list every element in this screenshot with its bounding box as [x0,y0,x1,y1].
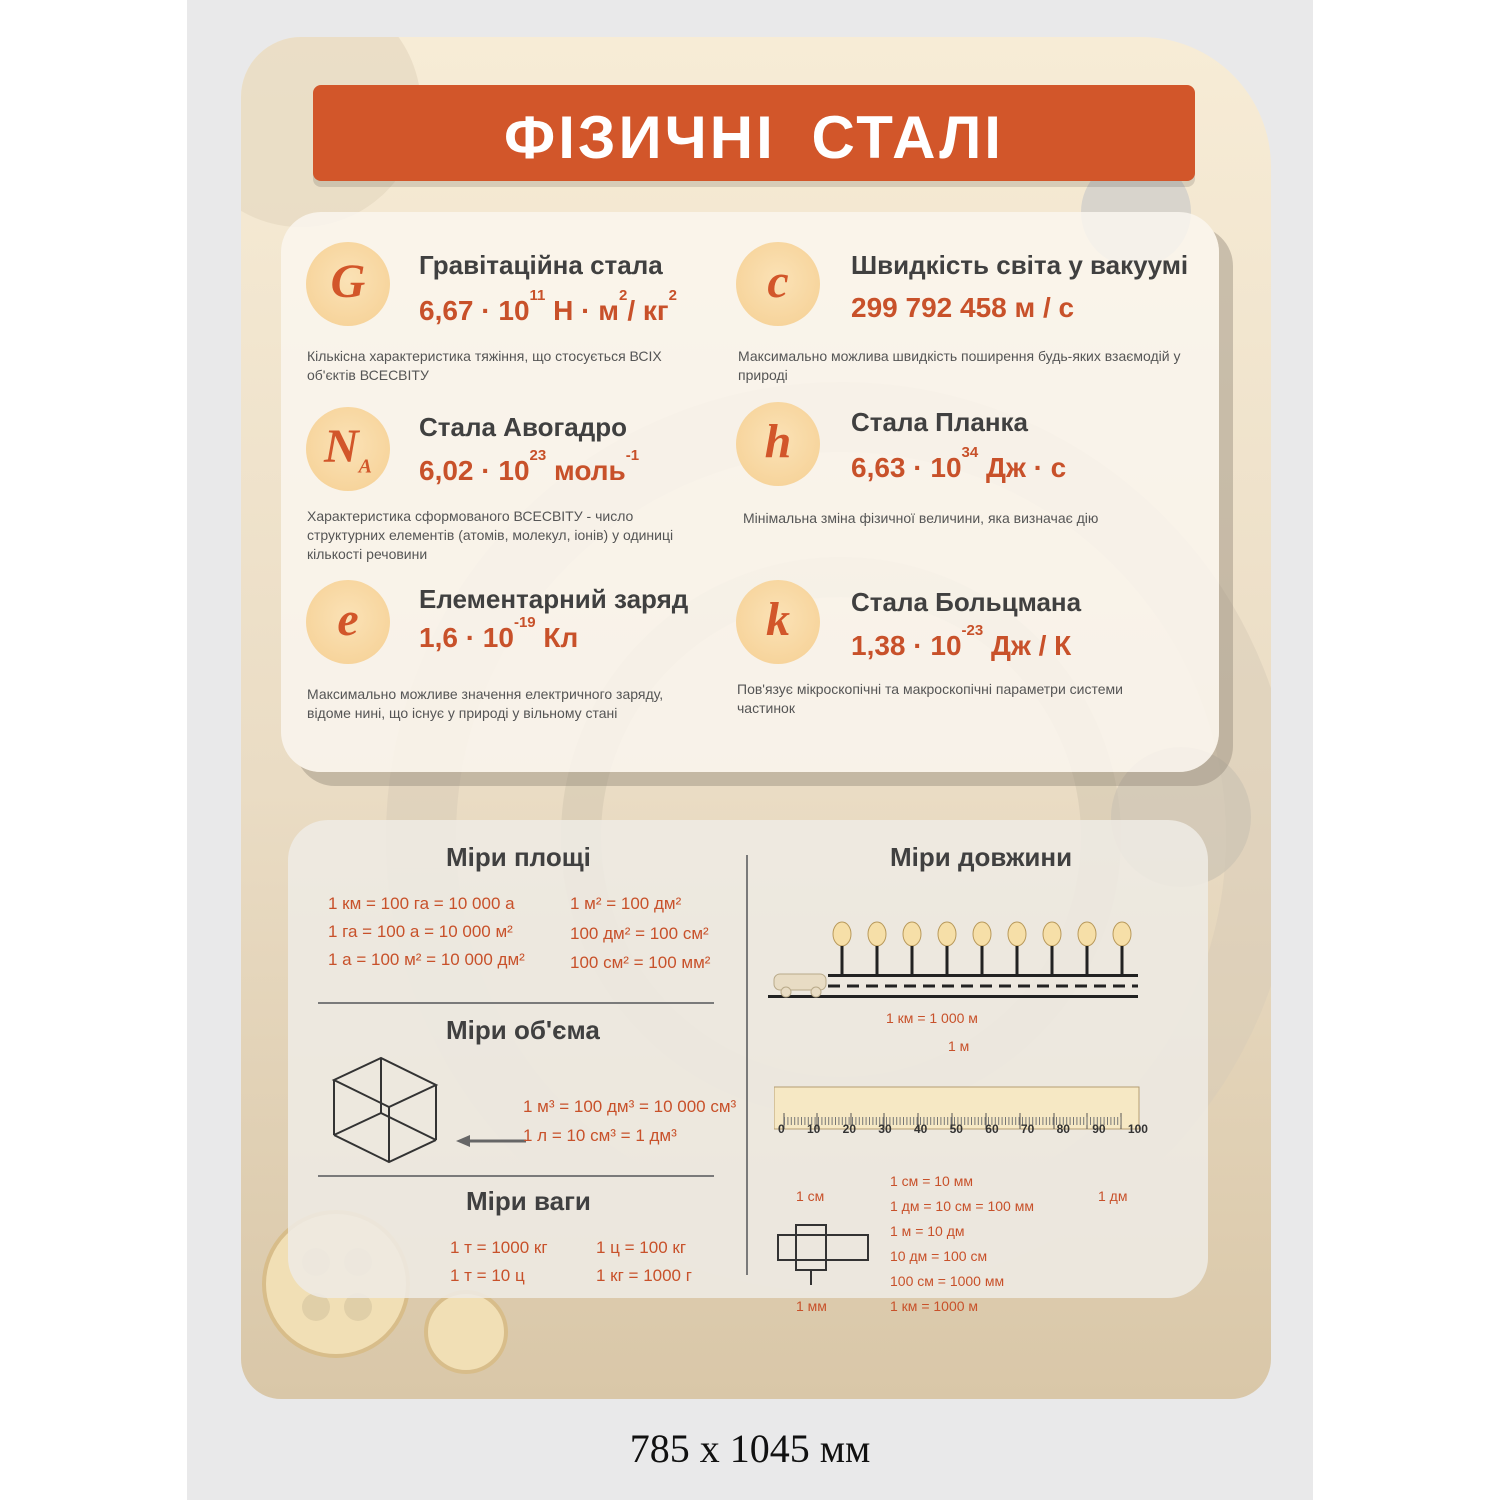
cube-icon [326,1050,446,1170]
constant-value: 299 792 458 м / с [851,292,1075,323]
area-title: Міри площі [446,842,591,872]
constant-description: Пов'язує мікроскопічні та макроскопічні параметри системи частинок [737,681,1123,716]
constants-card [281,212,1219,772]
constant-name: Швидкість світа у вакуумі [851,250,1189,280]
length-equation: 1 дм = 10 см = 100 мм [890,1198,1034,1214]
volume-equation: 1 м³ = 100 дм³ = 10 000 см³ [523,1097,737,1116]
constant-name: Елементарний заряд [419,584,689,614]
ruler-tick-labels: 0 10 20 30 40 50 60 70 80 90 100 [778,1122,1148,1136]
avogadro-symbol: $N_A$ [306,407,390,491]
area-equation: 1 га = 100 а = 10 000 м² [328,922,513,941]
constant-value: $6,67 \cdot 10^{11}$ $Н \cdot м^2/$ $кг^2$ [419,287,677,326]
dm-label: 1 дм [1098,1188,1128,1204]
poster [241,37,1271,1399]
weight-equation: 1 т = 1000 кг [450,1238,548,1257]
area-equation: 1 а = 100 м² = 10 000 дм² [328,950,525,969]
length-equation: 100 см = 1000 мм [890,1273,1005,1289]
weight-equation: 1 кг = 1000 г [596,1266,692,1285]
boltzmann-symbol: k [736,580,820,664]
caliper-icon [776,1215,876,1290]
dimensions-caption: 785 х 1045 мм [629,1426,871,1471]
volume-title: Міри об'єма [446,1015,600,1045]
title-bar [313,85,1195,181]
constant-description: Максимально можлива швидкість поширення будь-яких взаємодій у природі [738,348,1181,383]
length-equation: 1 км = 1000 м [890,1298,979,1314]
constant-name: Стала Планка [851,407,1029,437]
constant-value: $6,02 \cdot 10^{23}$ моль$^{-1}$ [419,447,640,486]
weight-equation: 1 ц = 100 кг [596,1238,687,1257]
constant-description: Кількісна характеристика тяжіння, що стосується ВСІХ об'єктів ВСЕСВІТУ [307,348,662,383]
constant-description: Характеристика сформованого ВСЕСВІТУ - число структурних елементів (атомів, молекул, іонів) у одиниці кількості речовини [307,508,674,562]
area-equation: 1 м² = 100 дм² [570,894,682,913]
constant-value: $1,38 \cdot 10^{-23}$ Дж / К [851,622,1072,661]
constant-name: Стала Больцмана [851,587,1082,617]
measures-card [288,820,1208,1314]
charge-symbol: e [306,580,390,664]
divider [318,1002,714,1004]
weight-title: Міри ваги [466,1186,591,1216]
volume-equation: 1 л = 10 см³ = 1 дм³ [523,1126,677,1145]
length-title: Міри довжини [890,842,1073,872]
mm-label: 1 мм [796,1298,827,1314]
cm-label: 1 см [796,1188,825,1204]
weight-equation: 1 т = 10 ц [450,1266,525,1285]
divider [318,1175,714,1177]
constant-value: $6,63 \cdot 10^{34}$ Дж · с [851,444,1067,483]
light-speed-symbol: c [736,242,820,326]
length-equation: 1 км = 1 000 м [886,1010,978,1026]
length-equation: 1 см = 10 мм [890,1173,973,1189]
constant-description: Мінімальна зміна фізичної величини, яка визначає дію [743,510,1099,526]
area-equation: 100 см² = 100 мм² [570,953,711,972]
length-equation: 10 дм = 100 см [890,1248,988,1264]
gravitational-symbol: G [306,242,390,326]
road-with-lamps-icon [768,882,1168,1000]
length-equation: 1 м = 10 дм [890,1223,965,1239]
area-equation: 100 дм² = 100 см² [570,924,709,943]
constant-value: $1,6 \cdot 10^{-19}$ Кл [419,614,579,653]
area-equation: 1 км = 100 га = 10 000 а [328,894,515,913]
page-title: ФІЗИЧНІ СТАЛІ [504,104,1004,171]
constant-name: Стала Авогадро [419,412,628,442]
arrow-left-icon [456,1135,526,1147]
constant-description: Максимально можливе значення електричного заряду, відоме нині, що існує у природі у вільному стані [307,686,664,721]
constant-name: Гравітаційна стала [419,250,663,280]
planck-symbol: h [736,402,820,486]
divider [746,855,748,1275]
length-label: 1 м [948,1038,970,1054]
